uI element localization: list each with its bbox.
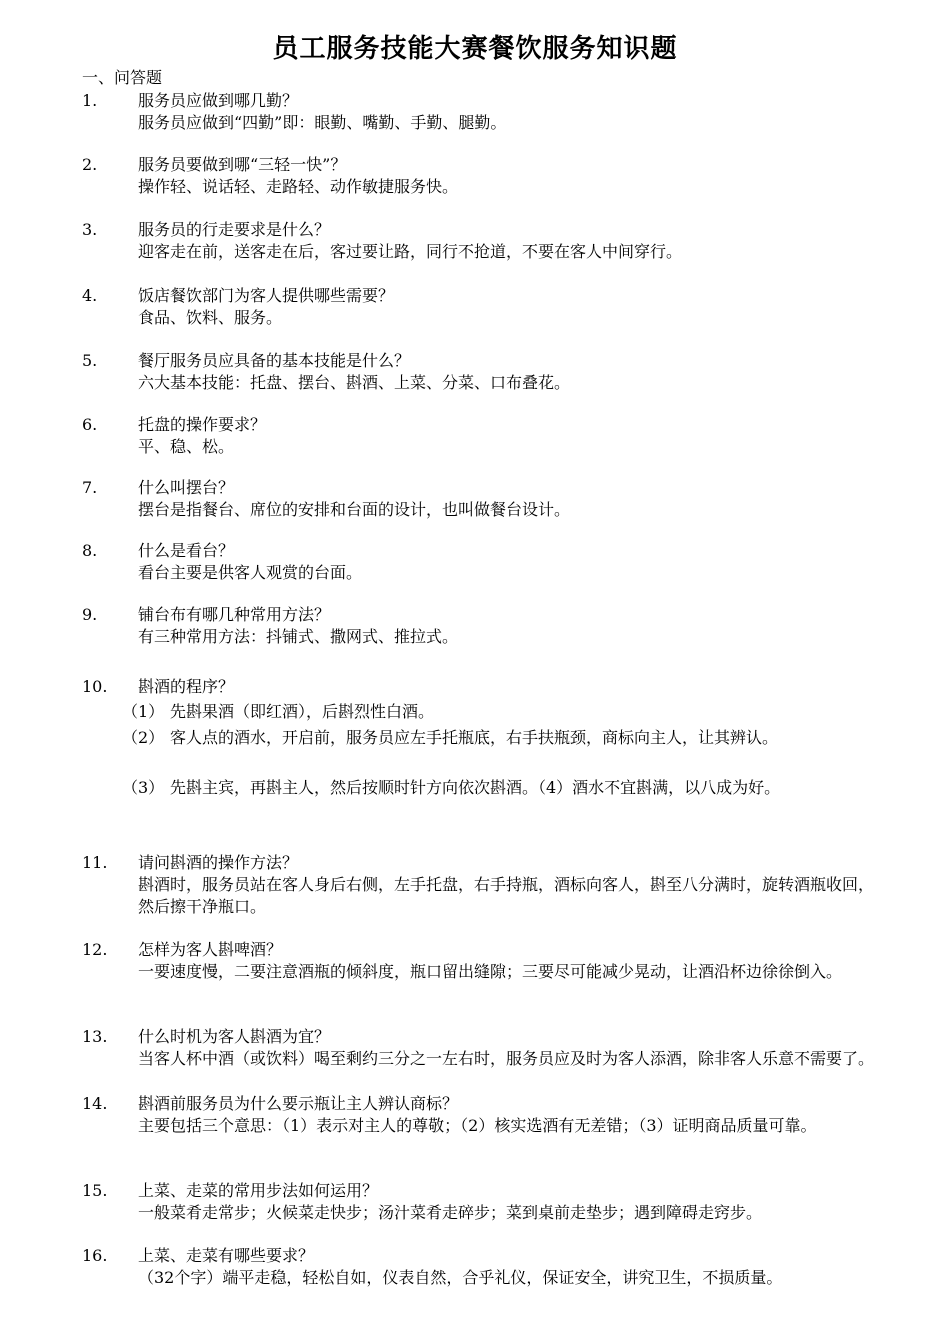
question-number: 11. xyxy=(82,853,108,872)
answer-text: 平、稳、松。 xyxy=(138,437,235,456)
question-text: 上菜、走菜的常用步法如何运用？ xyxy=(138,1181,379,1200)
question-number: 4. xyxy=(82,286,98,305)
section-heading: 一、问答题 xyxy=(82,68,163,87)
sub-item-text: 客人点的酒水，开启前，服务员应左手托瓶底，右手扶瓶颈，商标向主人，让其辨认。 xyxy=(170,728,779,747)
answer-text: 食品、饮料、服务。 xyxy=(138,308,283,327)
question-text: 什么时机为客人斟酒为宜？ xyxy=(138,1027,331,1046)
sub-item-marker: （3） xyxy=(122,778,165,797)
question-number: 2. xyxy=(82,155,98,174)
answer-text: 看台主要是供客人观赏的台面。 xyxy=(138,563,363,582)
answer-text: 迎客走在前，送客走在后，客过要让路，同行不抢道，不要在客人中间穿行。 xyxy=(138,242,683,261)
question-number: 5. xyxy=(82,351,98,370)
question-number: 14. xyxy=(82,1094,108,1113)
question-text: 餐厅服务员应具备的基本技能是什么？ xyxy=(138,351,411,370)
sub-item-text: 先斟主宾，再斟主人，然后按顺时针方向依次斟酒。（4）酒水不宜斟满，以八成为好。 xyxy=(170,778,781,797)
question-number: 1. xyxy=(82,91,98,110)
question-text: 饭店餐饮部门为客人提供哪些需要？ xyxy=(138,286,395,305)
answer-text: 摆台是指餐台、席位的安排和台面的设计，也叫做餐台设计。 xyxy=(138,500,571,519)
answer-text: 有三种常用方法：抖铺式、撒网式、推拉式。 xyxy=(138,627,459,646)
answer-text: 操作轻、说话轻、走路轻、动作敏捷服务快。 xyxy=(138,177,459,196)
answer-text: 一般菜肴走常步；火候菜走快步；汤汁菜肴走碎步；菜到桌前走垫步；遇到障碍走窍步。 xyxy=(138,1203,763,1222)
document-title: 员工服务技能大赛餐饮服务知识题 xyxy=(272,34,678,64)
question-text: 斟酒前服务员为什么要示瓶让主人辨认商标？ xyxy=(138,1094,459,1113)
sub-item-marker: （2） xyxy=(122,728,165,747)
question-number: 3. xyxy=(82,220,98,239)
question-text: 怎样为客人斟啤酒？ xyxy=(138,940,283,959)
question-text: 服务员要做到哪“三轻一快”？ xyxy=(138,155,347,174)
question-text: 上菜、走菜有哪些要求？ xyxy=(138,1246,315,1265)
question-number: 13. xyxy=(82,1027,108,1046)
question-number: 12. xyxy=(82,940,108,959)
sub-item-text: 先斟果酒（即红酒），后斟烈性白酒。 xyxy=(170,702,435,721)
answer-text: 斟酒时，服务员站在客人身后右侧，左手托盘，右手持瓶，酒标向客人，斟至八分满时，旋转酒瓶收回，然后擦干净瓶口。 xyxy=(138,875,875,916)
question-number: 15. xyxy=(82,1181,108,1200)
question-text: 铺台布有哪几种常用方法？ xyxy=(138,605,331,624)
question-text: 斟酒的程序？ xyxy=(138,677,235,696)
answer-text: 当客人杯中酒（或饮料）喝至剩约三分之一左右时，服务员应及时为客人添酒，除非客人乐意不需要了。 xyxy=(138,1049,875,1068)
question-text: 服务员应做到哪几勤？ xyxy=(138,91,299,110)
answer-text: 一要速度慢，二要注意酒瓶的倾斜度，瓶口留出缝隙；三要尽可能减少晃动，让酒沿杯边徐徐倒入。 xyxy=(138,962,843,981)
answer-text: 主要包括三个意思：（1）表示对主人的尊敬；（2）核实选酒有无差错；（3）证明商品质量可靠。 xyxy=(138,1116,817,1135)
sub-item-marker: （1） xyxy=(122,702,165,721)
question-text: 服务员的行走要求是什么？ xyxy=(138,220,331,239)
answer-text: 服务员应做到“四勤”即：眼勤、嘴勤、手勤、腿勤。 xyxy=(138,113,507,132)
question-number: 8. xyxy=(82,541,98,560)
answer-text: （32个字）端平走稳，轻松自如，仪表自然，合乎礼仪，保证安全，讲究卫生，不损质量。 xyxy=(138,1268,783,1287)
question-number: 16. xyxy=(82,1246,108,1265)
question-text: 什么叫摆台？ xyxy=(138,478,235,497)
question-text: 请问斟酒的操作方法？ xyxy=(138,853,299,872)
question-number: 6. xyxy=(82,415,98,434)
question-number: 7. xyxy=(82,478,98,497)
question-text: 托盘的操作要求？ xyxy=(138,415,267,434)
answer-text: 六大基本技能：托盘、摆台、斟酒、上菜、分菜、口布叠花。 xyxy=(138,373,571,392)
question-number: 9. xyxy=(82,605,98,624)
question-text: 什么是看台？ xyxy=(138,541,235,560)
question-number: 10. xyxy=(82,677,108,696)
